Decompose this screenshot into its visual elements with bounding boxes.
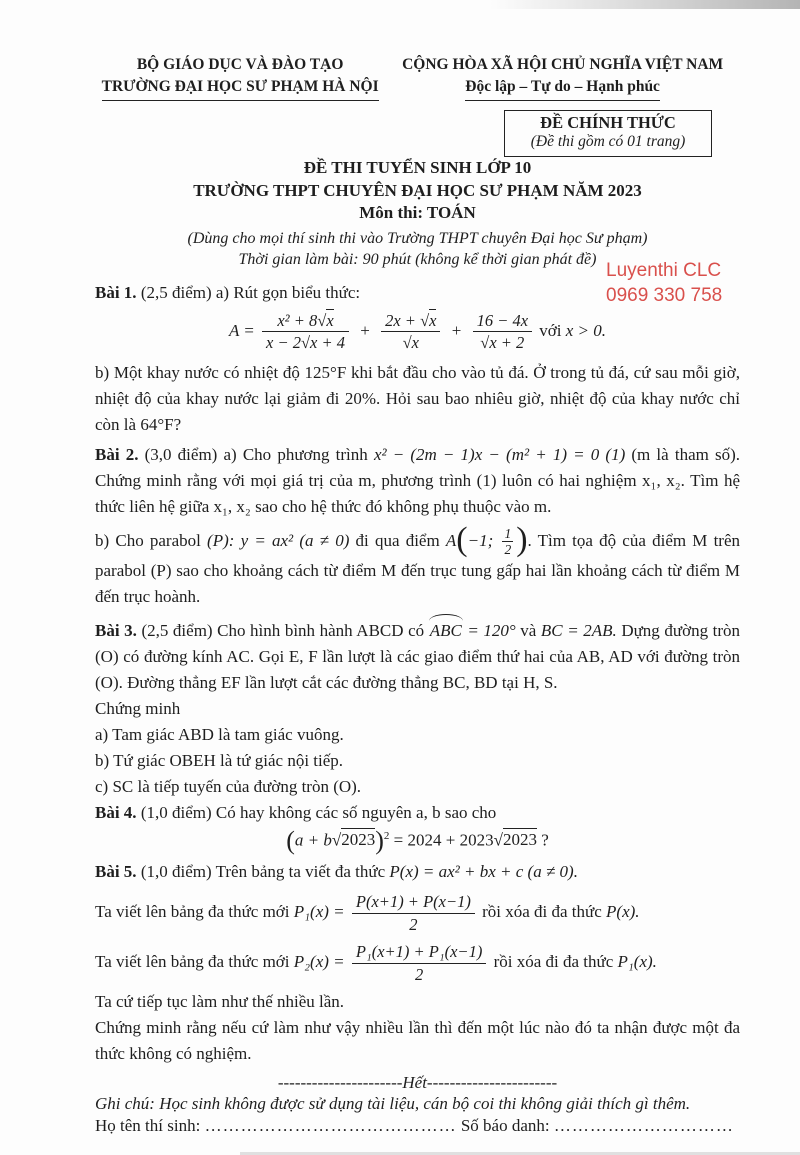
exam-title-line2: TRƯỜNG THPT CHUYÊN ĐẠI HỌC SƯ PHẠM NĂM 2023 <box>193 180 642 200</box>
stamp-title: ĐỀ CHÍNH THỨC <box>540 113 676 133</box>
bai5-repeat: Ta cứ tiếp tục làm như thế nhiều lần. <box>95 992 345 1011</box>
university-name: TRƯỜNG ĐẠI HỌC SƯ PHẠM HÀ NỘI <box>102 76 379 102</box>
step1-num: P(x+1) + P(x−1) <box>352 891 475 913</box>
registration-number-dots: ………………………… <box>553 1116 734 1135</box>
bai2-parabola-eq: (P): y = ax² (a ≠ 0) <box>207 530 350 550</box>
step2-num: P₁(x+1) + P₁(x−1) <box>352 941 486 963</box>
radical-sign: √ <box>493 830 503 850</box>
bai3-prove-heading: Chứng minh <box>95 698 181 718</box>
big-right-paren: ) <box>516 520 528 558</box>
step1-lhs: P₁(x) = <box>293 902 345 922</box>
plus-operator: + <box>451 320 462 340</box>
bai2-a-post: (m là tham số). Chứng minh rằng với mọi giá trị của m, phương trình (1) luôn có hai nghiệm x₁, x₂. Tìm hệ thức liên hệ giữa x₁, x₂ sao cho hệ thức đó không phụ thuộc vào m. <box>95 444 741 516</box>
ministry-block <box>95 54 385 101</box>
scan-artifact-top <box>490 0 800 9</box>
bai3-and: và <box>515 620 541 640</box>
watermark <box>606 259 722 308</box>
angle-abc: ABC <box>429 616 463 644</box>
candidate-info-line <box>95 1116 740 1136</box>
question-mark: ? <box>536 830 549 850</box>
document-header <box>95 54 740 101</box>
registration-number-label: Số báo danh: <box>456 1116 554 1135</box>
radical-sign: √ <box>480 333 490 353</box>
watermark-phone: 0969 330 758 <box>606 284 723 306</box>
candidate-name-dots: …………………………………… <box>204 1116 457 1135</box>
bai4-formula <box>95 825 740 855</box>
bai1-fraction-1 <box>262 310 349 354</box>
half-den: 2 <box>504 542 512 558</box>
end-divider: ----------------------Hết----------------------- <box>277 1073 558 1092</box>
radicand: x <box>489 333 497 353</box>
step2-lhs: P₂(x) = <box>293 951 345 971</box>
bai5-polynomial: P(x) = ax² + bx + c (a ≠ 0). <box>389 862 578 882</box>
radical-sign: √ <box>420 310 430 330</box>
bai4-inner: a + b <box>294 830 332 850</box>
bai2-b-mid: đi qua điểm <box>349 530 446 550</box>
med-left-paren: ( <box>286 825 295 855</box>
frac1-num-pre: x² + 8 <box>277 310 318 330</box>
watermark-brand: Luyenthi CLC <box>606 260 722 281</box>
bai3-angle-value: = 120° <box>462 620 516 640</box>
bai1-formula <box>95 310 740 354</box>
bai2-part-b <box>95 520 741 610</box>
bai1-formula-lhs: A = <box>228 320 255 340</box>
step2-post: rồi xóa đi đa thức <box>489 951 618 971</box>
bai5-intro-text: (1,0 điểm) Trên bảng ta viết đa thức <box>136 862 390 882</box>
frac1-den-pre: x − 2 <box>266 333 301 353</box>
half-num: 1 <box>504 525 512 541</box>
ministry-name: BỘ GIÁO DỤC VÀ ĐÀO TẠO <box>136 56 344 73</box>
point-name: A <box>445 530 457 550</box>
radical <box>332 828 375 849</box>
radical-sign: √ <box>402 333 412 353</box>
exam-audience: (Dùng cho mọi thí sinh thi vào Trường THPT chuyên Đại học Sư phạm) <box>187 229 648 247</box>
bai1-condition-math: x > 0. <box>565 320 607 340</box>
frac3-num: 16 − 4x <box>476 310 529 330</box>
med-right-paren: ) <box>375 825 384 855</box>
bai2-part-a <box>95 442 740 520</box>
step2-den: 2 <box>414 964 424 984</box>
footer-note: Ghi chú: Học sinh không được sử dụng tài liệu, cán bộ coi thi không giải thích gì thêm. <box>95 1094 691 1113</box>
candidate-name-label: Họ tên thí sinh: <box>95 1116 205 1135</box>
bai2-a-pre: (3,0 điểm) a) Cho phương trình <box>138 444 374 464</box>
radicand: 2023 <box>341 830 376 850</box>
bai3-item-a: a) Tam giác ABD là tam giác vuông. <box>95 724 344 744</box>
stamp-row <box>95 110 740 157</box>
radical-sign: √ <box>331 830 342 850</box>
radicand: x <box>429 310 437 330</box>
radicand: 2023 <box>502 830 537 850</box>
bai3-statement <box>95 616 740 696</box>
exam-duration: Thời gian làm bài: 90 phút (không kể thời gian phát đề) <box>238 250 597 268</box>
exam-title-line1: ĐỀ THI TUYỂN SINH LỚP 10 <box>303 158 532 178</box>
bai5-conclusion: Chứng minh rằng nếu cứ làm như vậy nhiều lần thì đến một lúc nào đó ta nhận được một đa thức không có nghiệm. <box>95 1018 740 1063</box>
bai5-intro <box>95 859 740 885</box>
bai1-fraction-2 <box>381 310 440 354</box>
republic-motto: Độc lập – Tự do – Hạnh phúc <box>465 76 660 102</box>
radical-sign: √ <box>300 333 311 353</box>
bai3-pre: (2,5 điểm) Cho hình bình hành ABCD có <box>136 620 429 640</box>
radical <box>403 331 419 352</box>
frac2-num-pre: 2x + <box>385 310 421 330</box>
bai2-equation: x² − (2m − 1)x − (m² + 1) = 0 (1) <box>373 444 626 464</box>
bai2-label: Bài 2. <box>95 444 139 464</box>
radical <box>317 309 333 330</box>
bai1-part-b: b) Một khay nước có nhiệt độ 125°F khi bắt đầu cho vào tủ đá. Ở trong tủ đá, cứ sau mỗi giờ, nhiệt độ của khay nước lại giảm đi 20%. Hỏi sau bao nhiêu giờ, nhiệt độ của khay nước chỉ còn là 64°F? <box>95 362 740 434</box>
bai3-item-b: b) Tứ giác OBEH là tứ giác nội tiếp. <box>95 750 344 770</box>
radicand: x <box>326 310 334 330</box>
bai5-step1 <box>95 891 740 935</box>
radical <box>480 331 496 352</box>
bai3-label: Bài 3. <box>95 620 137 640</box>
bai5-label: Bài 5. <box>95 862 137 882</box>
bai1-condition-text: với <box>539 320 566 340</box>
frac3-den-post: + 2 <box>496 333 525 353</box>
step2-tail: P₁(x). <box>617 951 657 971</box>
bai3-item-c: c) SC là tiếp tuyến của đường tròn (O). <box>95 776 362 796</box>
square-exponent: 2 <box>383 829 390 842</box>
plus-operator: + <box>360 320 370 340</box>
bai4-rhs: = 2024 + 2023 <box>389 830 494 850</box>
republic-title: CỘNG HÒA XÃ HỘI CHỦ NGHĨA VIỆT NAM <box>402 56 724 73</box>
radical <box>301 331 317 352</box>
radicand: x <box>310 333 318 353</box>
stamp-subtitle: (Đề thi gồm có 01 trang) <box>530 133 686 151</box>
point-abscissa: −1; <box>467 530 494 550</box>
step1-tail: P(x). <box>606 902 640 922</box>
step2-fraction <box>352 941 486 985</box>
point-ordinate-fraction <box>502 526 513 558</box>
frac1-den-post: + 4 <box>317 333 346 353</box>
bai4-label: Bài 4. <box>95 802 137 822</box>
official-exam-stamp <box>504 110 712 157</box>
bai4-intro-text: (1,0 điểm) Có hay không các số nguyên a, b sao cho <box>136 802 497 822</box>
bai2-b-pre: b) Cho parabol <box>95 530 208 550</box>
republic-block <box>385 54 740 101</box>
bai4-intro <box>95 800 740 826</box>
radicand: x <box>411 333 419 353</box>
step1-pre: Ta viết lên bảng đa thức mới <box>95 902 294 922</box>
bai2-b-post: . Tìm tọa độ của điểm M trên parabol (P) sao cho khoảng cách từ điểm M đến trục tung gấp hai lần khoảng cách từ điểm M đến trục hoành. <box>95 530 741 606</box>
step1-den: 2 <box>409 914 418 934</box>
bai1-label: Bài 1. <box>95 282 137 302</box>
big-left-paren: ( <box>456 520 468 558</box>
radical <box>420 309 436 330</box>
bai1-intro-text: (2,5 điểm) a) Rút gọn biểu thức: <box>136 282 361 302</box>
step2-pre: Ta viết lên bảng đa thức mới <box>95 951 294 971</box>
bai3-bc-relation: BC = 2AB. <box>540 620 617 640</box>
radical-sign: √ <box>317 310 327 330</box>
bai3-post: Dựng đường tròn (O) có đường kính AC. Gọi E, F lần lượt là các giao điểm thứ hai của AB, AD với đường tròn (O). Đường thẳng EF lần lượt cắt các đường thẳng BC, BD tại H, S. <box>95 620 741 692</box>
step1-post: rồi xóa đi đa thức <box>477 902 607 922</box>
step1-fraction <box>352 891 475 935</box>
bai5-step2 <box>95 941 740 985</box>
exam-title-block <box>95 157 740 270</box>
radical <box>494 828 537 849</box>
exam-subject: Môn thi: TOÁN <box>359 203 476 223</box>
bai1-fraction-3 <box>473 310 532 354</box>
